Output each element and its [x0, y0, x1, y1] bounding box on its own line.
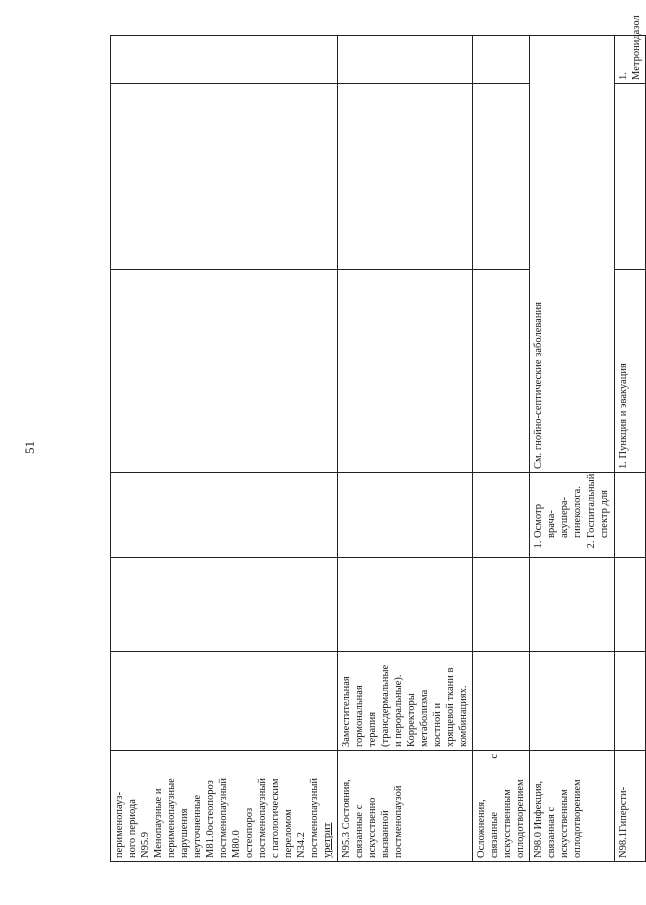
table-cell: [473, 270, 530, 473]
table-cell: [338, 558, 473, 652]
table-cell: [338, 84, 473, 270]
table-cell: [530, 558, 615, 652]
diagnosis-cell: перименопауз- ного периода N95.9 Менопаузные и перименопаузные нарушения неуточненные М81.0остеопороз постменопаузный М80.0 остеопороз постменопаузный с патологическим переломом N34.2 постменопаузный уретрит: [111, 751, 338, 862]
table-cell: [338, 473, 473, 558]
diagnosis-cell: Осложнения, связанные с искусственным оплодотворением: [473, 751, 530, 862]
table-cell: [530, 652, 615, 751]
table-cell: [615, 473, 646, 558]
table-row: [338, 36, 473, 862]
table-cell: [473, 36, 530, 84]
table-cell: [473, 558, 530, 652]
table-cell: [473, 652, 530, 751]
table-cell: [111, 36, 338, 84]
table-cell: [111, 270, 338, 473]
table-row: [530, 36, 615, 862]
table-cell: [111, 652, 338, 751]
table-cell: [615, 652, 646, 751]
procedure-cell: 1. Пункция и эвакуация: [615, 270, 646, 473]
table-cell: [338, 36, 473, 84]
diagnosis-cell: N98.0 Инфекция, связанная с искусственным оплодотворением: [530, 751, 615, 862]
document-table: [110, 15, 642, 862]
list-item: 2. Госпитальный спектр для: [585, 476, 611, 538]
table-cell: [111, 558, 338, 652]
table-cell: [473, 473, 530, 558]
diagnosis-cell: N98.1Гиперсти-: [615, 751, 646, 862]
table-row: [111, 36, 338, 862]
table-row: [473, 36, 530, 862]
table-cell: [111, 84, 338, 270]
table-row: [615, 36, 646, 862]
drug-cell: 1. Метронидазол: [615, 36, 646, 84]
list-item: 1. Осмотр врача-акушера-гинеколога.: [532, 476, 584, 538]
diagnosis-cell: N95.3 Состояния, связанные с искусственно вызванной постменопаузой: [338, 751, 473, 862]
table-cell: [615, 84, 646, 270]
table-cell: [615, 558, 646, 652]
merged-note-cell: См. гнойно-септические заболевания: [530, 36, 615, 473]
treatment-cell: Заместительная гормональная терапия (трансдермальные и пероральные). Корректоры метаболизма костной и хрящевой ткани в комбинациях.: [338, 652, 473, 751]
table-cell: [473, 84, 530, 270]
exam-cell: [530, 473, 615, 558]
page-number: 51: [22, 441, 37, 454]
table-cell: [338, 270, 473, 473]
table-cell: [111, 473, 338, 558]
